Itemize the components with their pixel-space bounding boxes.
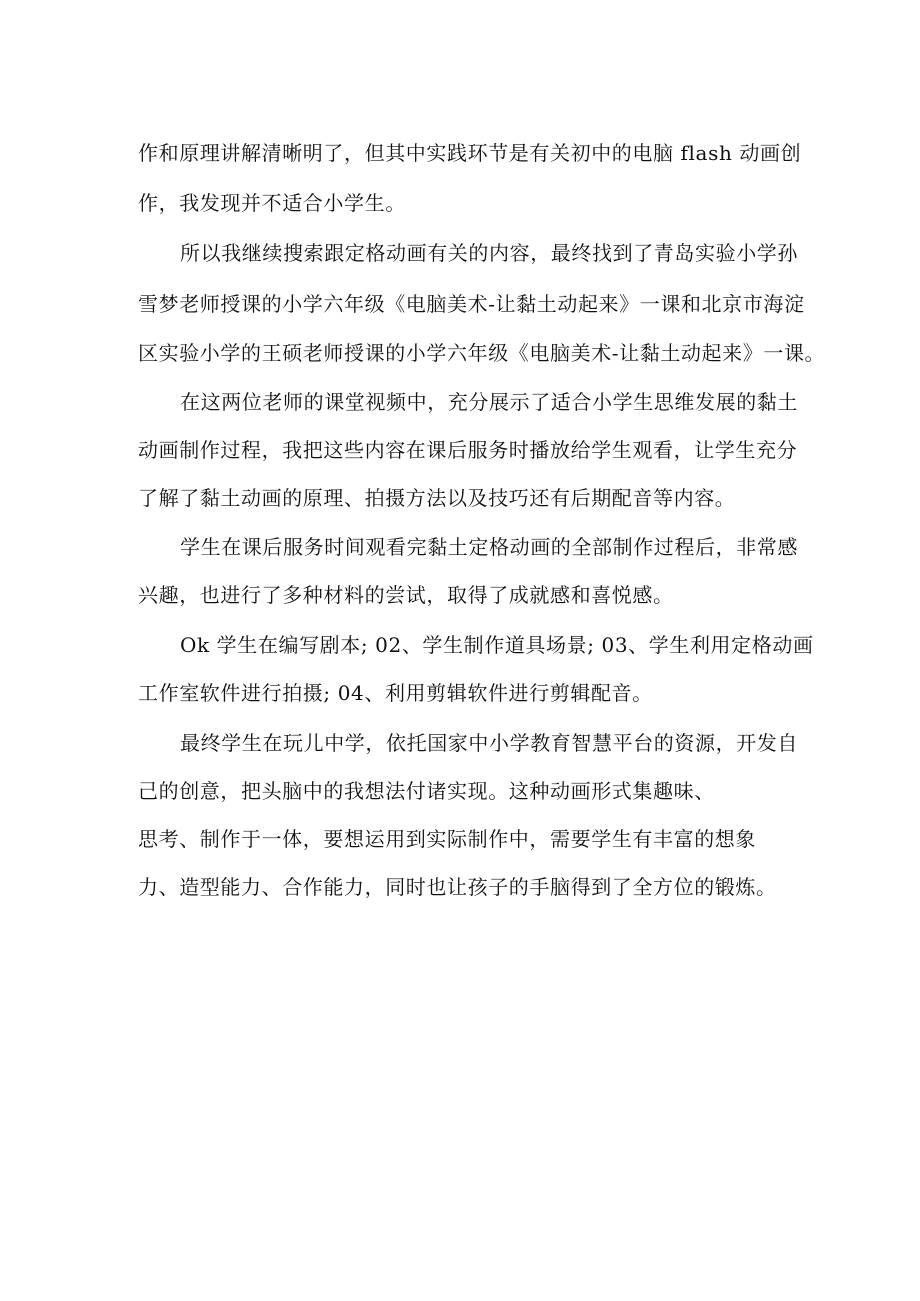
text-line: 作和原理讲解清晰明了，但其中实践环节是有关初中的电脑 flash 动画创 xyxy=(138,141,802,165)
paragraph-first-line: 学生在课后服务时间观看完黏土定格动画的全部制作过程后，非常感 xyxy=(180,535,798,559)
text-line: 区实验小学的王硕老师授课的小学六年级《电脑美术-让黏土动起来》一课。 xyxy=(138,341,826,365)
text-line: 了解了黏土动画的原理、拍摄方法以及技巧还有后期配音等内容。 xyxy=(138,486,736,510)
text-line: 力、造型能力、合作能力，同时也让孩子的手脑得到了全方位的锻炼。 xyxy=(138,875,777,899)
text-line: 雪梦老师授课的小学六年级《电脑美术-让黏土动起来》一课和北京市海淀 xyxy=(138,292,805,316)
text-line: 己的创意，把头脑中的我想法付诸实现。这种动画形式集趣味、 xyxy=(138,779,715,803)
paragraph-first-line: Ok 学生在编写剧本; 02、学生制作道具场景; 03、学生利用定格动画 xyxy=(180,633,814,657)
paragraph-first-line: 所以我继续搜索跟定格动画有关的内容，最终找到了青岛实验小学孙 xyxy=(180,241,798,265)
paragraph-first-line: 在这两位老师的课堂视频中，充分展示了适合小学生思维发展的黏土 xyxy=(180,390,798,414)
text-line: 工作室软件进行拍摄; 04、利用剪辑软件进行剪辑配音。 xyxy=(138,681,653,705)
paragraph-first-line: 最终学生在玩儿中学，依托国家中小学教育智慧平台的资源，开发自 xyxy=(180,731,798,755)
text-line: 作，我发现并不适合小学生。 xyxy=(138,191,406,215)
text-line: 思考、制作于一体，要想运用到实际制作中，需要学生有丰富的想象 xyxy=(138,827,756,851)
text-line: 兴趣，也进行了多种材料的尝试，取得了成就感和喜悦感。 xyxy=(138,583,674,607)
text-line: 动画制作过程，我把这些内容在课后服务时播放给学生观看，让学生充分 xyxy=(138,438,798,462)
